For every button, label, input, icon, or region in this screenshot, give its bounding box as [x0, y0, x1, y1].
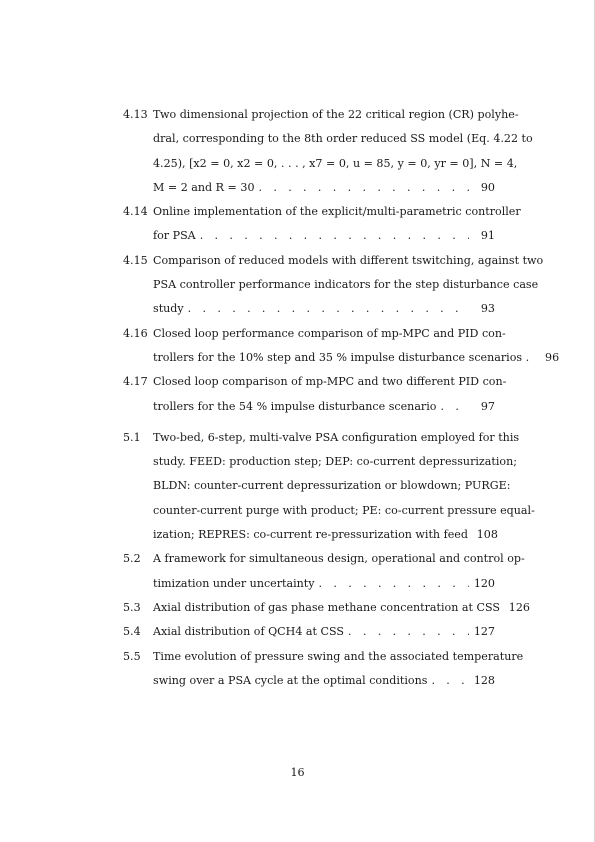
- caption-line: Comparison of reduced models with different tswitching, against two: [153, 253, 544, 267]
- caption-line: 4.25), [x2 = 0, x2 = 0, . . . , x7 = 0, u = 85, y = 0, yr = 0], N = 4,: [153, 156, 518, 170]
- caption-line: Closed loop performance comparison of mp-MPC and PID con-: [153, 326, 506, 340]
- figure-number: 5.2: [123, 552, 141, 566]
- figure-entry[interactable]: [123, 370, 507, 419]
- caption-line: for PSA: [153, 229, 196, 243]
- figure-number: 4.15: [123, 253, 148, 267]
- page-reference[interactable]: 91: [480, 229, 495, 243]
- caption-line: A framework for simultaneous design, operational and control op-: [153, 552, 525, 566]
- caption-line: Axial distribution of QCH4 at CSS: [153, 625, 345, 639]
- figure-entry[interactable]: [123, 620, 495, 644]
- caption-line: trollers for the 10% step and 35 % impulse disturbance scenarios .: [153, 350, 530, 364]
- dot-leader: [344, 620, 469, 644]
- figure-entry[interactable]: [123, 322, 560, 371]
- page-reference[interactable]: 126: [508, 600, 530, 614]
- caption-line: dral, corresponding to the 8th order reduced SS model (Eq. 4.22 to: [153, 132, 533, 146]
- page-reference[interactable]: 120: [473, 576, 495, 590]
- figure-entry[interactable]: [123, 426, 535, 547]
- caption-line: Time evolution of pressure swing and the associated temperature: [153, 649, 524, 663]
- figure-number: 4.16: [123, 326, 148, 340]
- page-number: 16: [290, 766, 305, 779]
- figure-entry[interactable]: [123, 596, 530, 620]
- caption-line: Two dimensional projection of the 22 critical region (CR) polyhe-: [153, 108, 519, 121]
- caption-line: swing over a PSA cycle at the optimal conditions: [153, 673, 428, 687]
- figure-entry[interactable]: [123, 200, 521, 249]
- caption-line: M = 2 and R = 30: [153, 180, 255, 194]
- figure-entry[interactable]: [123, 547, 525, 596]
- page-reference[interactable]: 96: [545, 350, 560, 364]
- figure-number: 4.14: [123, 205, 148, 219]
- caption-line: PSA controller performance indicators for the step disturbance case: [153, 278, 539, 292]
- dot-leader: [184, 297, 469, 321]
- dot-leader: [436, 395, 469, 419]
- dot-leader: [255, 176, 470, 200]
- figure-number: 4.13: [123, 108, 148, 121]
- page-reference[interactable]: 97: [480, 399, 495, 413]
- caption-line: Two-bed, 6-step, multi-valve PSA configuration employed for this: [153, 430, 520, 444]
- caption-line: Closed loop comparison of mp-MPC and two different PID con-: [153, 375, 507, 389]
- list-of-figures: [123, 103, 560, 693]
- caption-line: study: [153, 302, 184, 316]
- dot-leader: [315, 572, 469, 596]
- dot-leader: [427, 669, 469, 693]
- caption-line: timization under uncertainty: [153, 576, 315, 590]
- figure-number: 5.1: [123, 430, 141, 444]
- page-reference[interactable]: 90: [480, 180, 495, 194]
- caption-line: Axial distribution of gas phase methane concentration at CSS: [153, 600, 500, 614]
- figure-entry[interactable]: [123, 645, 524, 694]
- figure-entry[interactable]: [123, 103, 533, 200]
- dot-leader: [196, 224, 469, 248]
- caption-line: Online implementation of the explicit/multi-parametric controller: [153, 205, 521, 219]
- caption-line: BLDN: counter-current depressurization or blowdown; PURGE:: [153, 479, 511, 493]
- caption-line: trollers for the 54 % impulse disturbance scenario: [153, 399, 437, 413]
- page-reference[interactable]: 128: [473, 673, 495, 687]
- caption-line: counter-current purge with product; PE: co-current pressure equal-: [153, 503, 535, 517]
- figure-entry[interactable]: [123, 249, 544, 322]
- page-reference[interactable]: 108: [476, 528, 498, 542]
- figure-number: 5.4: [123, 625, 141, 639]
- caption-line: ization; REPRES: co-current re-pressurization with feed: [153, 528, 468, 542]
- page-reference[interactable]: 93: [480, 302, 495, 316]
- figure-number: 4.17: [123, 375, 148, 389]
- page-reference[interactable]: 127: [473, 625, 495, 639]
- caption-line: study. FEED: production step; DEP: co-current depressurization;: [153, 455, 517, 469]
- figure-number: 5.5: [123, 649, 141, 663]
- figure-number: 5.3: [123, 600, 141, 614]
